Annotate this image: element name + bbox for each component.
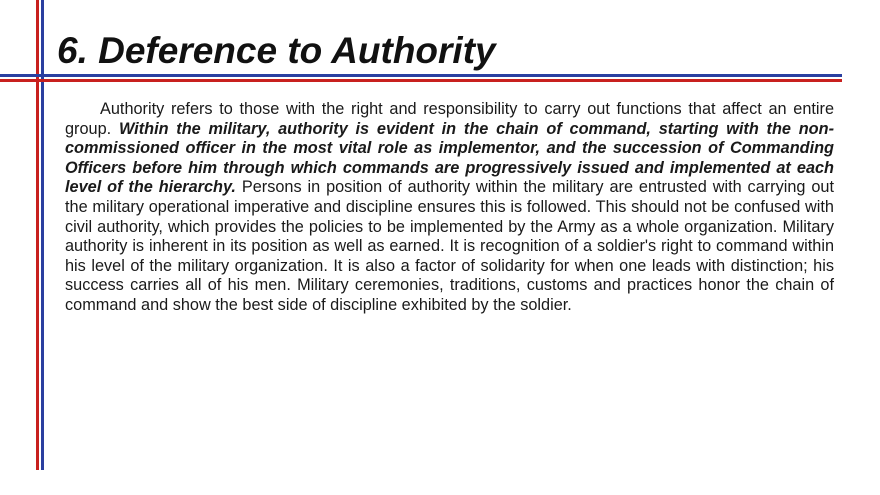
margin-line-blue bbox=[41, 0, 44, 470]
paragraph-intro: Authority refers to those with the right and responsibility to carry out functions that affect an entire group. bbox=[65, 100, 834, 138]
paragraph-emphasis: Within the military, authority is evident in the chain of command, starting with the non-commissioned officer in the most vital role as implementor, and the succession of Commanding Officers before him through which commands are progressively issued and implemented at each level of the hierarchy. bbox=[65, 119, 834, 197]
paragraph-rest: Persons in position of authority within the military are entrusted with carrying out the military operational imperative and discipline ensures this is followed. This should not be confused with civil authority, which provides the policies to be implemented by the Army as a whole organization. Military authority is inherent in its position as well as earned. It is recognition of a soldier's right to command within his level of the military organization. It is also a factor of solidarity for when one leads with distinction; his success carries all of his men. Military ceremonies, traditions, customs and practices honor the chain of command and show the best side of discipline exhibited by the soldier. bbox=[65, 178, 834, 314]
title-rule-red bbox=[0, 79, 842, 82]
margin-line-red bbox=[36, 0, 39, 470]
slide-title: 6. Deference to Authority bbox=[57, 30, 496, 71]
body-paragraph bbox=[65, 100, 834, 316]
